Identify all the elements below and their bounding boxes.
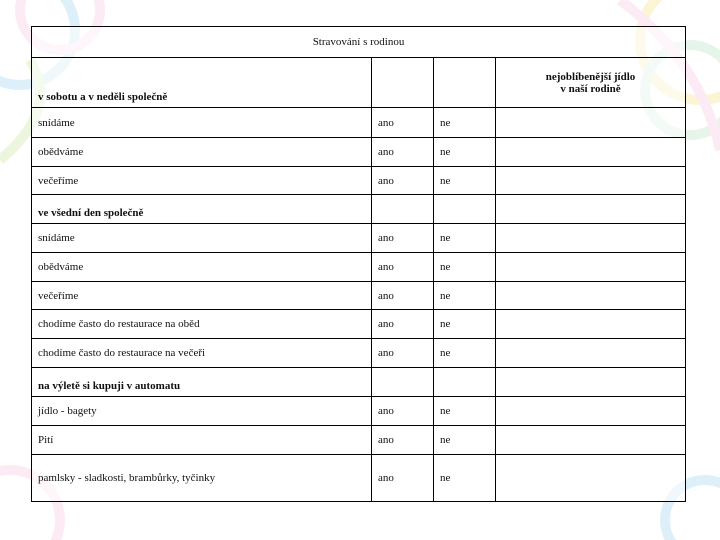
favorite-food-cell[interactable]: [496, 455, 686, 502]
favorite-header-line2: v naší rodině: [560, 82, 621, 95]
yes-option[interactable]: ano: [372, 138, 434, 167]
section-label: na výletě si kupuji v automatu: [32, 368, 372, 397]
row-label: snídáme: [32, 224, 372, 253]
favorite-food-cell[interactable]: [496, 397, 686, 426]
table-row: [32, 426, 686, 455]
table-row: [32, 397, 686, 426]
no-option[interactable]: ne: [434, 339, 496, 368]
row-label: pamlsky - sladkosti, brambůrky, tyčinky: [32, 455, 372, 502]
favorite-food-cell[interactable]: [496, 282, 686, 310]
favorite-food-cell[interactable]: [496, 138, 686, 167]
title-row: [32, 27, 686, 58]
row-label: snídáme: [32, 108, 372, 138]
empty-cell: [372, 195, 434, 224]
section-header-weekend: [32, 58, 686, 108]
favorite-food-cell[interactable]: [496, 108, 686, 138]
yes-option[interactable]: ano: [372, 397, 434, 426]
section-header-trip: [32, 368, 686, 397]
favorite-food-header: [496, 58, 686, 108]
no-option[interactable]: ne: [434, 426, 496, 455]
row-label: Pití: [32, 426, 372, 455]
no-option[interactable]: ne: [434, 282, 496, 310]
yes-option[interactable]: ano: [372, 224, 434, 253]
no-option[interactable]: ne: [434, 310, 496, 339]
table-row: [32, 455, 686, 502]
favorite-food-cell[interactable]: [496, 167, 686, 195]
no-option[interactable]: ne: [434, 167, 496, 195]
empty-cell: [372, 58, 434, 108]
no-option[interactable]: ne: [434, 224, 496, 253]
table-row: [32, 167, 686, 195]
yes-option[interactable]: ano: [372, 108, 434, 138]
section-header-weekday: [32, 195, 686, 224]
table-row: [32, 310, 686, 339]
favorite-food-cell[interactable]: [496, 224, 686, 253]
row-label: chodíme často do restaurace na večeři: [32, 339, 372, 368]
row-label: večeříme: [32, 167, 372, 195]
row-label: obědváme: [32, 138, 372, 167]
yes-option[interactable]: ano: [372, 253, 434, 282]
no-option[interactable]: ne: [434, 108, 496, 138]
table-row: [32, 224, 686, 253]
empty-cell: [434, 195, 496, 224]
meal-survey-table: [31, 26, 686, 502]
table-row: [32, 282, 686, 310]
section-label: ve všední den společně: [32, 195, 372, 224]
favorite-food-cell[interactable]: [496, 339, 686, 368]
favorite-food-cell[interactable]: [496, 368, 686, 397]
section-label: v sobotu a v neděli společně: [32, 58, 372, 108]
row-label: jídlo - bagety: [32, 397, 372, 426]
yes-option[interactable]: ano: [372, 339, 434, 368]
table-row: [32, 138, 686, 167]
favorite-food-cell[interactable]: [496, 195, 686, 224]
row-label: chodíme často do restaurace na oběd: [32, 310, 372, 339]
table-row: [32, 339, 686, 368]
no-option[interactable]: ne: [434, 397, 496, 426]
favorite-food-cell[interactable]: [496, 426, 686, 455]
favorite-header-line1: nejoblíbenější jídlo: [545, 70, 636, 83]
empty-cell: [434, 58, 496, 108]
yes-option[interactable]: ano: [372, 167, 434, 195]
table-row: [32, 253, 686, 282]
yes-option[interactable]: ano: [372, 310, 434, 339]
yes-option[interactable]: ano: [372, 455, 434, 502]
favorite-food-cell[interactable]: [496, 253, 686, 282]
empty-cell: [434, 368, 496, 397]
table-row: [32, 108, 686, 138]
yes-option[interactable]: ano: [372, 426, 434, 455]
no-option[interactable]: ne: [434, 455, 496, 502]
row-label: večeříme: [32, 282, 372, 310]
no-option[interactable]: ne: [434, 138, 496, 167]
no-option[interactable]: ne: [434, 253, 496, 282]
row-label: obědváme: [32, 253, 372, 282]
table-title: Stravování s rodinou: [32, 27, 686, 58]
empty-cell: [372, 368, 434, 397]
yes-option[interactable]: ano: [372, 282, 434, 310]
favorite-food-cell[interactable]: [496, 310, 686, 339]
